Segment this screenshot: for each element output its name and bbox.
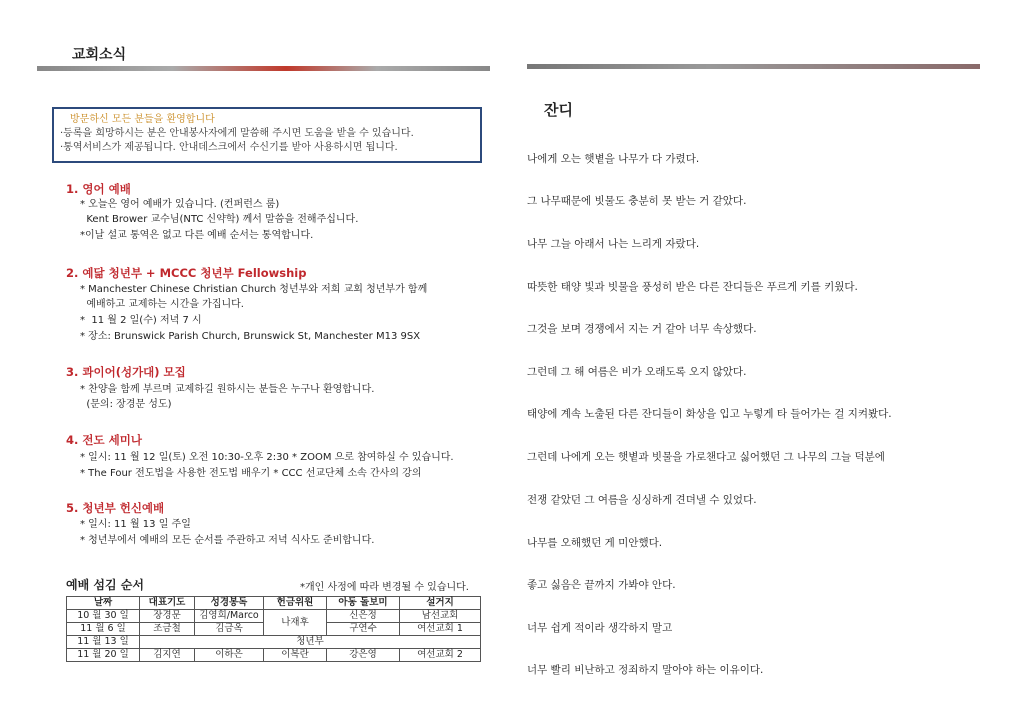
title-divider — [527, 64, 980, 69]
poem-title: 잔디 — [544, 101, 573, 119]
column-header: 날짜 — [67, 597, 140, 610]
poem-line: 그런데 그 해 여름은 비가 오래도록 오지 않았다. — [527, 366, 747, 378]
notice-line: * Manchester Chinese Christian Church 청년부와 저희 교회 청년부가 함께 — [80, 284, 428, 295]
column-header: 대표기도 — [140, 597, 195, 610]
table-cell: 신은정 — [327, 610, 400, 623]
poem-line: 나무를 오해했던 게 미안했다. — [527, 537, 663, 549]
welcome-title: 방문하신 모든 분들을 환영합니다 — [70, 114, 215, 125]
table-header-row — [67, 597, 481, 610]
schedule-table — [66, 596, 481, 662]
table-cell: 11 월 13 일 — [67, 636, 140, 649]
table-cell: 강은영 — [327, 649, 400, 662]
table-cell: 김영희/Marco — [195, 610, 264, 623]
table-row — [67, 610, 481, 623]
schedule-title: 예배 섬김 순서 — [66, 578, 144, 592]
notice-line: * 오늘은 영어 예배가 있습니다. (컨퍼런스 룸) — [80, 199, 280, 210]
table-cell: 여선교회 1 — [400, 623, 481, 636]
notice-heading: 3. 콰이어(성가대) 모집 — [66, 365, 186, 379]
table-cell: 조금철 — [140, 623, 195, 636]
poem-line: 너무 쉽게 적이라 생각하지 말고 — [527, 622, 673, 634]
table-cell: 구연수 — [327, 623, 400, 636]
poem-line: 그런데 나에게 오는 햇볕과 빗물을 가로챈다고 싫어했던 그 나무의 그늘 덕분에 — [527, 451, 885, 463]
poem-line: 전쟁 같았던 그 여름을 싱싱하게 견뎌낼 수 있었다. — [527, 494, 757, 506]
poem-line: 태양에 계속 노출된 다른 잔디들이 화상을 입고 누렇게 타 들어가는 걸 지켜봤다. — [527, 408, 892, 420]
schedule-note: *개인 사정에 따라 변경될 수 있습니다. — [300, 582, 469, 593]
poem-line: 나무 그늘 아래서 나는 느리게 자랐다. — [527, 238, 700, 250]
table-cell: 이하은 — [195, 649, 264, 662]
notice-line: * 11 월 2 일(수) 저녁 7 시 — [80, 315, 202, 326]
table-cell: 나재후 — [264, 610, 327, 636]
column-header: 헌금위원 — [264, 597, 327, 610]
table-cell: 11 월 20 일 — [67, 649, 140, 662]
poem-line: 나에게 오는 햇볕을 나무가 다 가렸다. — [527, 153, 700, 165]
notice-heading: 5. 청년부 헌신예배 — [66, 501, 165, 515]
poem-line: 좋고 싫음은 끝까지 가봐야 안다. — [527, 579, 676, 591]
notice-heading: 2. 예닮 청년부 + MCCC 청년부 Fellowship — [66, 266, 307, 280]
notice-line: * 찬양을 함께 부르며 교제하길 원하시는 분들은 누구나 환영합니다. — [80, 384, 375, 395]
notice-line: * 일시: 11 월 12 일(토) 오전 10:30-오후 2:30 * ZOOM 으로 참여하실 수 있습니다. — [80, 452, 454, 463]
welcome-line: ·등록을 희망하시는 분은 안내봉사자에게 말씀해 주시면 도움을 받을 수 있습니다. — [60, 128, 414, 139]
table-row — [67, 636, 481, 649]
poem-line: 너무 빨리 비난하고 정죄하지 말아야 하는 이유이다. — [527, 664, 764, 676]
poem-line: 그것을 보며 경쟁에서 지는 거 같아 너무 속상했다. — [527, 323, 757, 335]
welcome-box — [52, 107, 482, 163]
poem-line: 그 나무때문에 빗물도 충분히 못 받는 거 같았다. — [527, 195, 747, 207]
notice-line: 예배하고 교제하는 시간을 가집니다. — [80, 299, 244, 310]
table-cell: 청년부 — [140, 636, 481, 649]
table-cell: 10 월 30 일 — [67, 610, 140, 623]
column-header: 성경봉독 — [195, 597, 264, 610]
notice-line: (문의: 장경문 성도) — [80, 399, 172, 410]
table-cell: 김금옥 — [195, 623, 264, 636]
table-cell: 남선교회 — [400, 610, 481, 623]
page-title: 교회소식 — [72, 47, 127, 63]
notice-heading: 4. 전도 세미나 — [66, 433, 142, 447]
welcome-line: ·통역서비스가 제공됩니다. 안내데스크에서 수신기를 받아 사용하시면 됩니다. — [60, 142, 398, 153]
poem-line: 따뜻한 태양 빛과 빗물을 풍성히 받은 다른 잔디들은 푸르게 키를 키웠다. — [527, 281, 858, 293]
table-cell: 장경문 — [140, 610, 195, 623]
title-divider — [37, 66, 490, 71]
notice-heading: 1. 영어 예배 — [66, 182, 131, 196]
column-header: 아동 돌보미 — [327, 597, 400, 610]
table-cell: 이복란 — [264, 649, 327, 662]
notice-line: Kent Brower 교수님(NTC 신약학) 께서 말씀을 전해주십니다. — [80, 214, 359, 225]
notice-line: * 청년부에서 예배의 모든 순서를 주관하고 저녁 식사도 준비합니다. — [80, 535, 375, 546]
table-row — [67, 649, 481, 662]
notice-line: * 장소: Brunswick Parish Church, Brunswick St, Manchester M13 9SX — [80, 331, 421, 342]
notice-line: * 일시: 11 월 13 일 주일 — [80, 519, 191, 530]
table-cell: 여선교회 2 — [400, 649, 481, 662]
column-header: 설거지 — [400, 597, 481, 610]
table-cell: 김지연 — [140, 649, 195, 662]
notice-line: *이날 설교 통역은 없고 다른 예배 순서는 통역합니다. — [80, 230, 314, 241]
notice-line: * The Four 전도법을 사용한 전도법 배우기 * CCC 선교단체 소속 간사의 강의 — [80, 468, 422, 479]
table-cell: 11 월 6 일 — [67, 623, 140, 636]
